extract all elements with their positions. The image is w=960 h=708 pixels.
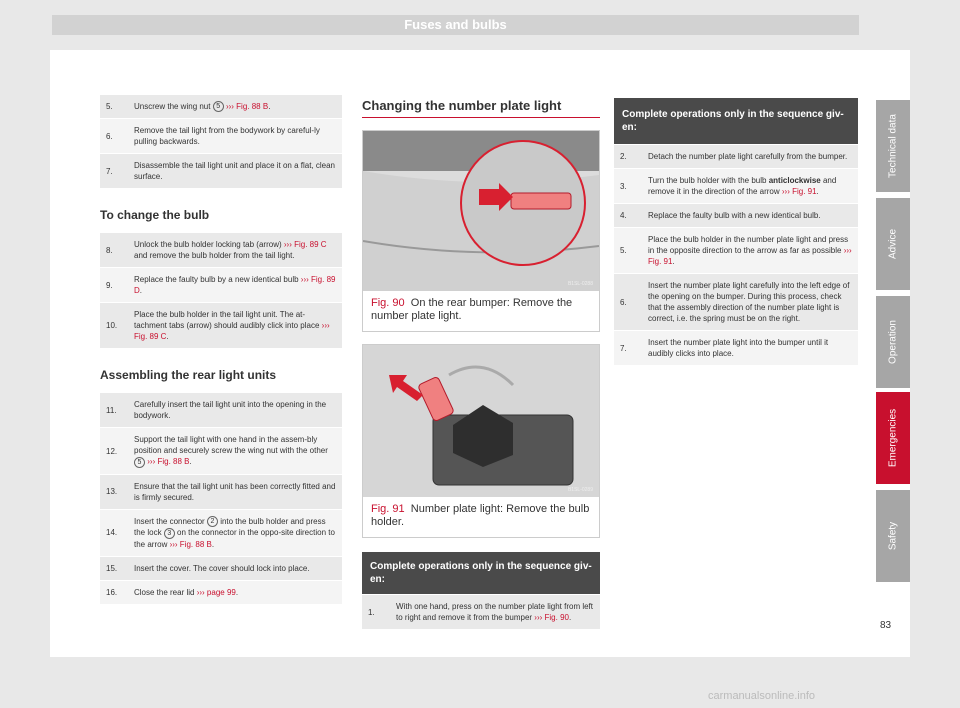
step-text	[648, 204, 858, 227]
bulb-holder-illustration	[363, 345, 599, 497]
step-text-part: .	[235, 587, 239, 597]
step-row	[100, 509, 342, 556]
figure-reference-link[interactable]: ››› Fig. 89 C	[134, 321, 330, 342]
step-text-part: .	[816, 187, 819, 196]
tab-label: Emergencies	[887, 408, 899, 468]
step-row	[614, 227, 858, 273]
right-column	[614, 98, 858, 365]
step-text	[134, 428, 342, 473]
figure-90-caption	[363, 291, 599, 331]
step-row	[100, 267, 342, 302]
tab-label: Safety	[887, 521, 899, 551]
step-text-part: Replace the faulty bulb by a new identical bulb	[134, 275, 299, 285]
step-number: 7.	[106, 166, 113, 176]
step-text-part: .	[268, 102, 271, 111]
steps-list-c	[100, 392, 342, 603]
step-row	[614, 330, 858, 365]
figure-reference-link[interactable]: ››› Fig. 91	[781, 187, 817, 196]
page-number: 83	[880, 620, 892, 631]
sequence-box-head: Complete operations only in the sequence giv-en:	[362, 552, 600, 594]
step-text-part: Place the bulb holder in the tail light unit. The at-tachment tabs (arrow) should audibly click into place	[134, 310, 320, 331]
step-row	[100, 302, 342, 348]
figure-91-code: B1SL-0289	[567, 487, 593, 493]
steps-list-b	[100, 232, 342, 348]
step-row	[100, 232, 342, 267]
callout-number: 5	[213, 101, 224, 112]
step-text	[648, 228, 858, 273]
step-number: 4.	[620, 211, 627, 220]
step-text-part: .	[568, 613, 572, 622]
step-number: 12.	[106, 446, 118, 456]
step-text-part: Unscrew the wing nut	[134, 102, 211, 111]
step-row	[100, 118, 342, 153]
step-text	[396, 595, 600, 629]
page-header: Fuses and bulbs	[52, 15, 859, 35]
step-number: 5.	[620, 246, 627, 255]
step-number: 8.	[106, 245, 113, 255]
sequence-box-head-right: Complete operations only in the sequence giv-en:	[614, 98, 858, 144]
figure-91-text: Number plate light: Remove the bulb holder.	[371, 503, 590, 528]
step-text-part: Replace the faulty bulb with a new identical bulb.	[648, 211, 821, 220]
step-text-part: .	[166, 332, 169, 342]
figure-reference-link[interactable]: ››› page 99	[196, 587, 236, 597]
step-row	[100, 427, 342, 473]
step-number: 2.	[620, 152, 627, 161]
sequence-box-middle	[362, 552, 600, 629]
step-text	[134, 393, 342, 427]
step-text	[134, 557, 342, 580]
step-text-part: With one hand, press on the number plate light from left to right and remove it from the bumper	[396, 602, 593, 622]
step-text-part: Insert the number plate light into the bumper until it audibly clicks into place.	[648, 338, 829, 358]
step-number: 14.	[106, 528, 118, 538]
subheading-assembling: Assembling the rear light units	[100, 368, 277, 383]
figure-reference-link[interactable]: ››› Fig. 88 B	[225, 102, 269, 111]
step-text-part: Insert the connector	[134, 516, 205, 526]
figure-reference-link[interactable]: ››› Fig. 88 B	[169, 539, 212, 549]
tab-label: Technical data	[887, 114, 899, 178]
step-text	[648, 274, 858, 330]
figure-91-image	[363, 345, 599, 497]
step-text-part: and remove it in the direction of the arrow	[648, 176, 837, 196]
step-row	[614, 168, 858, 203]
step-number: 6.	[620, 297, 627, 307]
step-text	[134, 119, 342, 153]
step-text-part: Close the rear lid	[134, 587, 195, 597]
figure-90	[362, 130, 600, 332]
step-number: 10.	[106, 321, 118, 331]
step-text-part: Ensure that the tail light unit has been correctly fitted and is firmly secured.	[134, 481, 336, 502]
figure-reference-link[interactable]: ››› Fig. 89 C	[283, 240, 327, 250]
step-text-part: .	[211, 539, 215, 549]
step-row	[100, 94, 342, 118]
step-number: 7.	[620, 343, 627, 353]
step-text	[134, 233, 342, 267]
bumper-illustration	[363, 131, 599, 291]
step-text	[648, 169, 858, 203]
step-row	[614, 273, 858, 330]
tab-operation[interactable]	[876, 296, 910, 388]
step-row	[614, 203, 858, 227]
step-number: 6.	[106, 131, 113, 141]
step-text-part: Carefully insert the tail light unit into the opening in the bodywork.	[134, 400, 327, 421]
figure-91-caption	[363, 497, 599, 537]
step-bold-text: anticlockwise	[768, 176, 821, 185]
step-number: 11.	[106, 405, 117, 415]
step-text-part: on the connector in the oppo-site direction to the arrow	[134, 528, 335, 549]
step-number: 3.	[620, 181, 627, 191]
step-text-part: and remove the bulb holder from the tail light.	[134, 251, 295, 261]
step-number: 13.	[106, 487, 118, 497]
tab-advice[interactable]	[876, 198, 910, 290]
step-text	[134, 475, 342, 509]
step-text-part: Insert the cover. The cover should lock into place.	[134, 563, 310, 573]
left-column	[100, 94, 342, 604]
section-title: Changing the number plate light	[362, 98, 600, 118]
step-row	[100, 474, 342, 509]
step-text-part: Turn the bulb holder with the bulb	[648, 176, 767, 185]
callout-number: 3	[164, 528, 175, 539]
step-row	[100, 392, 342, 427]
step-text	[134, 303, 342, 348]
step-row	[100, 556, 342, 580]
step-text	[134, 510, 342, 556]
step-text-part: Detach the number plate light carefully from the bumper.	[648, 152, 848, 161]
step-text-part: Support the tail light with one hand in the assem-bly position and securely screw the wing nut with the other	[134, 435, 328, 456]
figure-reference-link[interactable]: ››› Fig. 88 B	[147, 457, 190, 467]
step-text-part: into the bulb holder and press the lock	[134, 516, 326, 538]
step-text-part: Place the bulb holder in the number plate light and press in the opposite direction to the arrow as far as possible	[648, 235, 849, 255]
step-number: 15.	[106, 563, 118, 573]
step-text	[134, 581, 342, 604]
steps-list-middle	[362, 594, 600, 629]
step-row	[362, 594, 600, 629]
figure-reference-link[interactable]: ››› Fig. 91	[648, 246, 852, 266]
figure-90-text: On the rear bumper: Remove the number plate light.	[371, 297, 573, 322]
step-text-part: .	[139, 286, 143, 296]
step-number: 9.	[106, 280, 113, 290]
figure-91-label: Fig. 91	[371, 503, 405, 515]
step-text	[648, 331, 858, 365]
step-text-part: Insert the number plate light carefully into the left edge of the opening on the bumper. During this process, check that the assembly direction of the number plate light is correct, i.e. the spring must be on the right.	[648, 281, 850, 323]
tab-emergencies[interactable]	[876, 392, 910, 484]
step-number: 5.	[106, 102, 113, 112]
step-text-part: Unlock the bulb holder locking tab (arrow)	[134, 240, 282, 250]
subheading-change-bulb: To change the bulb	[100, 208, 210, 223]
step-number: 1.	[368, 607, 375, 617]
step-text	[648, 145, 858, 168]
figure-reference-link[interactable]: ››› Fig. 89 D	[134, 275, 336, 296]
tab-label: Advice	[887, 228, 899, 260]
figure-reference-link[interactable]: ››› Fig. 90	[534, 613, 569, 622]
steps-list-right	[614, 144, 858, 365]
step-row	[100, 153, 342, 188]
callout-number: 2	[207, 516, 218, 527]
step-row	[100, 580, 342, 604]
watermark: carmanualsonline.info	[708, 690, 816, 702]
step-text-part: .	[189, 457, 192, 467]
tab-safety[interactable]	[876, 490, 910, 582]
middle-column	[362, 98, 600, 629]
figure-90-image	[363, 131, 599, 291]
step-text-part: .	[672, 257, 675, 266]
step-text	[134, 95, 342, 118]
steps-list-a	[100, 94, 342, 188]
step-text-part: Remove the tail light from the bodywork by careful-ly pulling backwards.	[134, 126, 320, 147]
figure-91	[362, 344, 600, 538]
step-text	[134, 268, 342, 302]
step-text	[134, 154, 342, 188]
step-number: 16.	[106, 587, 118, 597]
tab-label: Operation	[887, 320, 899, 364]
step-row	[614, 144, 858, 168]
figure-90-code: B1SL-0288	[567, 281, 593, 287]
figure-90-label: Fig. 90	[371, 297, 405, 309]
tab-technical-data[interactable]	[876, 100, 910, 192]
step-text-part: Disassemble the tail light unit and place it on a flat, clean surface.	[134, 161, 336, 182]
callout-number: 5	[134, 457, 145, 468]
